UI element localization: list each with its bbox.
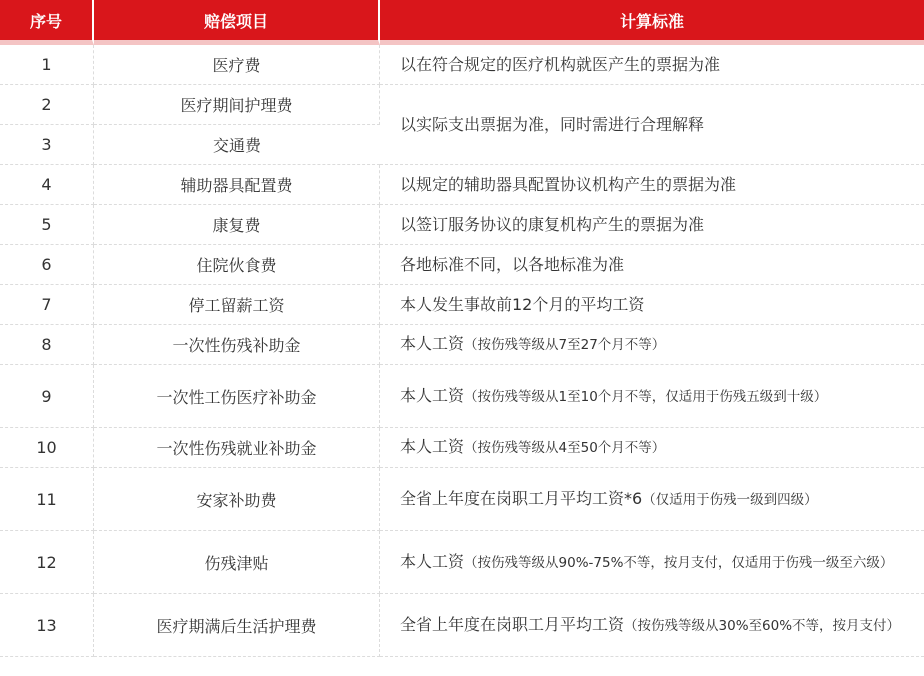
row-item: 停工留薪工资	[94, 285, 380, 325]
table-row	[0, 325, 924, 365]
row-no: 5	[0, 205, 94, 245]
row-no: 13	[0, 594, 94, 657]
std-main: 各地标准不同，以各地标准为准	[400, 255, 625, 274]
row-no: 8	[0, 325, 94, 365]
row-standard	[380, 285, 924, 325]
table-row	[0, 594, 924, 657]
std-main: 本人工资	[400, 385, 465, 405]
row-no: 6	[0, 245, 94, 285]
row-item: 伤残津贴	[94, 531, 380, 594]
table-row	[0, 245, 924, 285]
std-note: （按伤残等级从30%至60%不等，按月支付）	[624, 617, 901, 634]
table-row	[0, 45, 924, 85]
row-standard	[380, 245, 924, 285]
table-row	[0, 165, 924, 205]
header-no: 序号	[0, 0, 94, 45]
row-no: 3	[0, 125, 94, 165]
std-main: 以签订服务协议的康复机构产生的票据为准	[400, 215, 705, 234]
table-row	[0, 428, 924, 468]
row-standard	[380, 531, 924, 594]
row-standard	[380, 365, 924, 428]
row-no: 9	[0, 365, 94, 428]
row-standard	[380, 428, 924, 468]
row-standard	[380, 165, 924, 205]
std-main: 本人工资	[400, 437, 465, 456]
header-standard: 计算标准	[380, 0, 924, 45]
row-item: 辅助器具配置费	[94, 165, 380, 205]
row-standard	[380, 468, 924, 531]
row-item: 医疗期间护理费	[94, 85, 380, 125]
std-main: 以规定的辅助器具配置协议机构产生的票据为准	[400, 175, 737, 194]
std-note: （按伤残等级从4至50个月不等）	[464, 440, 666, 456]
std-note: （仅适用于伤残一级到四级）	[642, 491, 818, 508]
std-main: 本人工资	[400, 334, 465, 353]
row-no: 10	[0, 428, 94, 468]
row-item: 一次性伤残补助金	[94, 325, 380, 365]
header-item: 赔偿项目	[94, 0, 380, 45]
row-item: 康复费	[94, 205, 380, 245]
std-note: （按伤残等级从1至10个月不等，仅适用于伤残五级到十级）	[464, 388, 828, 405]
row-standard	[380, 205, 924, 245]
row-no: 7	[0, 285, 94, 325]
row-standard	[380, 325, 924, 365]
std-main: 本人工资	[400, 551, 465, 571]
row-item: 一次性伤残就业补助金	[94, 428, 380, 468]
std-main: 全省上年度在岗职工月平均工资*6	[400, 488, 643, 508]
std-main: 全省上年度在岗职工月平均工资	[400, 614, 625, 634]
table-row	[0, 365, 924, 428]
row-item: 安家补助费	[94, 468, 380, 531]
row-no: 4	[0, 165, 94, 205]
table-header-row	[0, 0, 924, 45]
row-standard	[380, 45, 924, 85]
row-item: 住院伙食费	[94, 245, 380, 285]
row-item: 医疗费	[94, 45, 380, 85]
row-no: 2	[0, 85, 94, 125]
std-main: 以在符合规定的医疗机构就医产生的票据为准	[400, 55, 721, 74]
table-row	[0, 468, 924, 531]
row-standard	[380, 594, 924, 657]
std-note: （按伤残等级从90%-75%不等，按月支付，仅适用于伤残一级至六级）	[464, 554, 894, 571]
std-note: （按伤残等级从7至27个月不等）	[464, 337, 666, 353]
row-no: 12	[0, 531, 94, 594]
table-row	[0, 205, 924, 245]
table-row	[0, 531, 924, 594]
std-main: 本人发生事故前12个月的平均工资	[400, 295, 645, 314]
row-item: 一次性工伤医疗补助金	[94, 365, 380, 428]
std-main: 以实际支出票据为准，同时需进行合理解释	[400, 115, 705, 134]
row-item: 交通费	[94, 125, 380, 165]
table-row	[0, 85, 924, 125]
row-no: 11	[0, 468, 94, 531]
row-no: 1	[0, 45, 94, 85]
row-standard-merged	[380, 85, 924, 165]
table-row	[0, 285, 924, 325]
row-item: 医疗期满后生活护理费	[94, 594, 380, 657]
